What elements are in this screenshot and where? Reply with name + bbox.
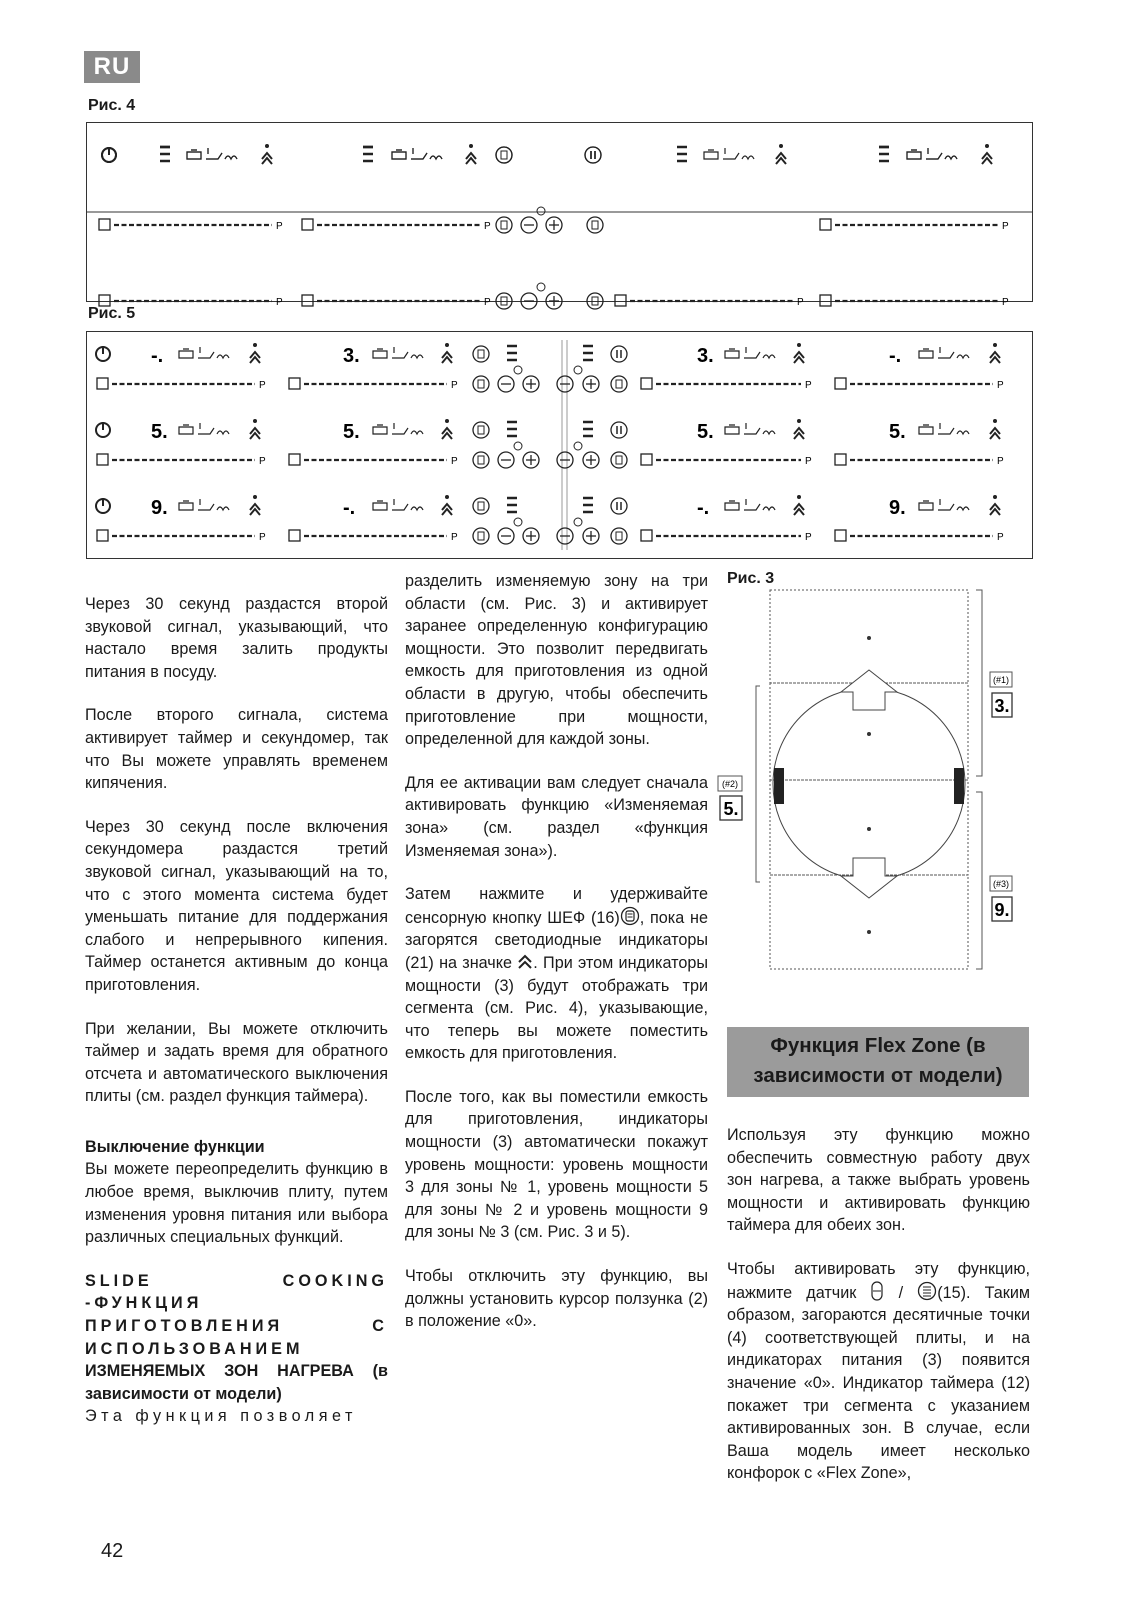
chevron-up-icon [794,419,804,439]
cookware-icon [907,148,957,159]
svg-text:P: P [259,532,266,543]
column-3 [727,1124,1030,1506]
power-level-display: -. [697,497,710,519]
pause-icon [611,498,627,514]
section-heading-slide-cooking: SLIDE COOKING -ФУНКЦИЯ ПРИГОТОВЛЕНИЯ С ИСПОЛЬЗОВАНИЕМ [85,1271,388,1358]
cookware-icon [704,148,754,159]
pause-icon [611,346,627,362]
section-heading-off: Выключение функции [85,1137,265,1156]
segment-indicator-icon [507,422,517,436]
chevron-up-icon [442,495,452,515]
lock-icon [473,422,489,438]
chef-icon [473,452,489,468]
segment-indicator-icon [677,147,687,161]
slider-bar [289,454,458,467]
slider-bar [641,530,812,543]
power-level-display: 5. [151,421,168,443]
svg-text:P: P [276,297,283,308]
cookware-icon [373,347,423,358]
power-level-display: -. [889,345,902,367]
cookware-icon [919,423,969,434]
power-level-display: -. [343,497,356,519]
col2-paragraph-4: После того, как вы поместили емкость для приготовления, индикаторы мощности (3) автоматически покажут уровень мощности: уровень мощности 3 для зоны № 1, уровень мощности 5 для зоны № 2 и уровень мощности 9 для зоны № 3 (см. Рис. 3 и 5). [405,1087,708,1242]
cookware-icon [179,347,229,358]
chevron-up-icon [990,343,1000,363]
col1-paragraph-2: После второго сигнала, система активирует таймер и секундомер, так что Вы можете управлять временем кипячения. [85,706,388,793]
lock-icon [473,498,489,514]
slider-bar [835,454,1004,467]
fig4-drawing [87,123,1032,308]
col2-paragraph-3: Затем нажмите и удерживайте сенсорную кнопку ШЕФ (16) , пока не загорятся светодиодные индикаторы (21) на значке . При этом индикаторы мощности (3) будут отображать три сегмента (см. Рис. 4), указывающие, что теперь вы можете поместить емкость для приготовления. [405,885,708,1063]
cookware-icon [179,423,229,434]
cookware-icon [373,423,423,434]
svg-text:P: P [259,456,266,467]
slider-bar [97,378,266,391]
segment-indicator-icon [583,498,593,512]
chef-icon [496,293,512,309]
svg-text:P: P [805,456,812,467]
timer-icon [537,283,545,291]
fig4-caption: Рис. 4 [88,97,136,114]
col1-paragraph-3: Через 30 секунд после включения секундомера раздастся третий звуковой сигнал, указывающий на то, что с этого момента система будет уменьшать питание для поддержания слабого и непрерывного кипения. Таймер останется активным до конца приготовления. [85,817,388,994]
timer-icon [514,442,522,450]
chevron-up-icon [442,419,452,439]
slider-bar [302,219,491,232]
fig3-label-2: (#2) [721,779,739,789]
chef-icon [620,906,640,926]
power-level-display: 5. [889,421,906,443]
chevron-up-icon [250,343,260,363]
flex-icon [611,528,627,544]
slider-bar [835,378,1004,391]
lock-icon [496,147,512,163]
segment-indicator-icon [363,147,373,161]
cookware-icon [392,148,442,159]
chevron-up-icon [794,343,804,363]
fig3-caption: Рис. 3 [727,570,775,587]
col1-paragraph-4: При желании, Вы можете отключить таймер и задать время для обратного отсчета и автоматического выключения плиты (см. раздел функция таймера). [85,1019,388,1106]
slider-bar [641,454,812,467]
lock-icon [473,346,489,362]
slider-bar [641,378,812,391]
svg-text:P: P [805,532,812,543]
power-level-display: 9. [889,497,906,519]
chevron-up-icon [250,495,260,515]
chevron-up-icon [982,144,992,164]
svg-text:P: P [451,532,458,543]
cookware-icon [725,499,775,510]
segment-indicator-icon [507,346,517,360]
chevron-up-icon [776,144,786,164]
language-tag: RU [84,51,140,83]
chef-icon [496,217,512,233]
cookware-icon [187,148,237,159]
flex-zone-icon [917,1281,937,1301]
timer-icon [574,366,582,374]
flex-icon [587,293,603,309]
fig3-drawing [720,586,1030,986]
timer-icon [574,442,582,450]
segment-indicator-icon [160,147,170,161]
slider-bar [835,530,1004,543]
pause-icon [585,147,601,163]
col2-paragraph-5: Чтобы отключить эту функцию, вы должны установить курсор ползунка (2) в положение «0». [405,1267,708,1331]
segment-indicator-icon [879,147,889,161]
fig3-label-1: (#1) [992,675,1010,685]
slider-bar [820,219,1009,232]
svg-text:P: P [997,456,1004,467]
power-level-display: 5. [697,421,714,443]
page-number: 42 [101,1540,124,1562]
column-2 [405,570,708,1354]
fig5-panel [86,331,1033,559]
slider-bar [289,378,458,391]
svg-text:P: P [484,221,491,232]
chef-icon [473,376,489,392]
fig4-panel [86,122,1033,308]
col2-paragraph-1: разделить изменяемую зону на три области (см. Рис. 3) и активирует заранее определенную конфигурацию мощности. Это позволит передвигать емкость для приготовления из одной области в другую, чтобы обеспечить приготовление при мощности, определенной для каждой зоны. [405,572,708,749]
cookware-icon [179,499,229,510]
col1-paragraph-6: Эта функция позволяет [85,1407,357,1426]
flex-sensor-icon [870,1281,884,1301]
slider-bar [99,219,283,232]
segment-indicator-icon [583,346,593,360]
svg-text:P: P [451,456,458,467]
slider-bar [97,530,266,543]
flex-zone-title: Функция Flex Zone (в зависимости от модели) [727,1027,1029,1097]
svg-text:P: P [259,380,266,391]
chevron-up-icon [990,495,1000,515]
segment-indicator-icon [507,498,517,512]
svg-text:P: P [276,221,283,232]
chevron-up-icon [250,419,260,439]
slider-bar [820,295,1009,308]
section-heading-slide-cooking-cont: ИЗМЕНЯЕМЫХ ЗОН НАГРЕВА (в зависимости от модели) [85,1362,388,1403]
chevron-up-icon [262,144,272,164]
fig3-level-1: 3. [994,696,1010,716]
svg-text:P: P [451,380,458,391]
col1-paragraph-1: Через 30 секунд раздастся второй звуковой сигнал, указывающий, что настало время залить продукты питания в посуду. [85,595,388,681]
timer-icon [537,207,545,215]
cookware-icon [725,347,775,358]
pause-icon [611,422,627,438]
svg-text:P: P [1002,297,1009,308]
power-level-display: 3. [343,345,360,367]
power-level-display: -. [151,345,164,367]
fig5-caption: Рис. 5 [88,305,136,322]
col3-paragraph-2: Чтобы активировать эту функцию, нажмите датчик / (15). Таким образом, загораются десятичные точки (4) соответствующей плиты, и на индикаторах питания (3) появится значение «0». Индикатор таймера (12) покажет три сегмента с указанием активированных зон. В случае, если Ваша модель имеет несколько конфорок с «Flex Zone», [727,1259,1030,1483]
chevron-up-icon [466,144,476,164]
svg-text:P: P [797,297,804,308]
cookware-icon [919,499,969,510]
chevron-up-icon [442,343,452,363]
col3-paragraph-1: Используя эту функцию можно обеспечить совместную работу двух зон нагрева, а также выбрать уровень мощности и активировать функцию таймера для обеих зон. [727,1126,1030,1235]
slider-bar [97,454,266,467]
col1-paragraph-5: Вы можете переопределить функцию в любое время, выключив плиту, путем изменения уровня питания или выбора различных специальных функций. [85,1160,388,1247]
svg-text:P: P [997,380,1004,391]
fig5-drawing [87,332,1032,558]
power-level-display: 9. [151,497,168,519]
svg-text:P: P [484,297,491,308]
svg-text:P: P [1002,221,1009,232]
cookware-icon [373,499,423,510]
slider-bar [289,530,458,543]
power-level-display: 3. [697,345,714,367]
timer-icon [514,518,522,526]
cookware-icon [919,347,969,358]
flex-icon [587,217,603,233]
flex-icon [611,376,627,392]
slider-bar [302,295,491,308]
chevron-up-icon [794,495,804,515]
fig3-level-2: 5. [723,799,739,819]
fig3-label-3: (#3) [992,879,1010,889]
fig3-level-3: 9. [994,900,1010,920]
timer-icon [514,366,522,374]
power-level-display: 5. [343,421,360,443]
svg-text:P: P [805,380,812,391]
flex-icon [611,452,627,468]
svg-text:P: P [997,532,1004,543]
timer-icon [574,518,582,526]
chevron-up-icon [990,419,1000,439]
chevron-up-icon [517,954,533,970]
segment-indicator-icon [583,422,593,436]
cookware-icon [725,423,775,434]
chef-icon [473,528,489,544]
slider-bar [615,295,804,308]
col2-paragraph-2: Для ее активации вам следует сначала активировать функцию «Изменяемая зона» (см. раздел «функция Изменяемая зона»). [405,773,708,860]
column-1 [85,593,388,1428]
